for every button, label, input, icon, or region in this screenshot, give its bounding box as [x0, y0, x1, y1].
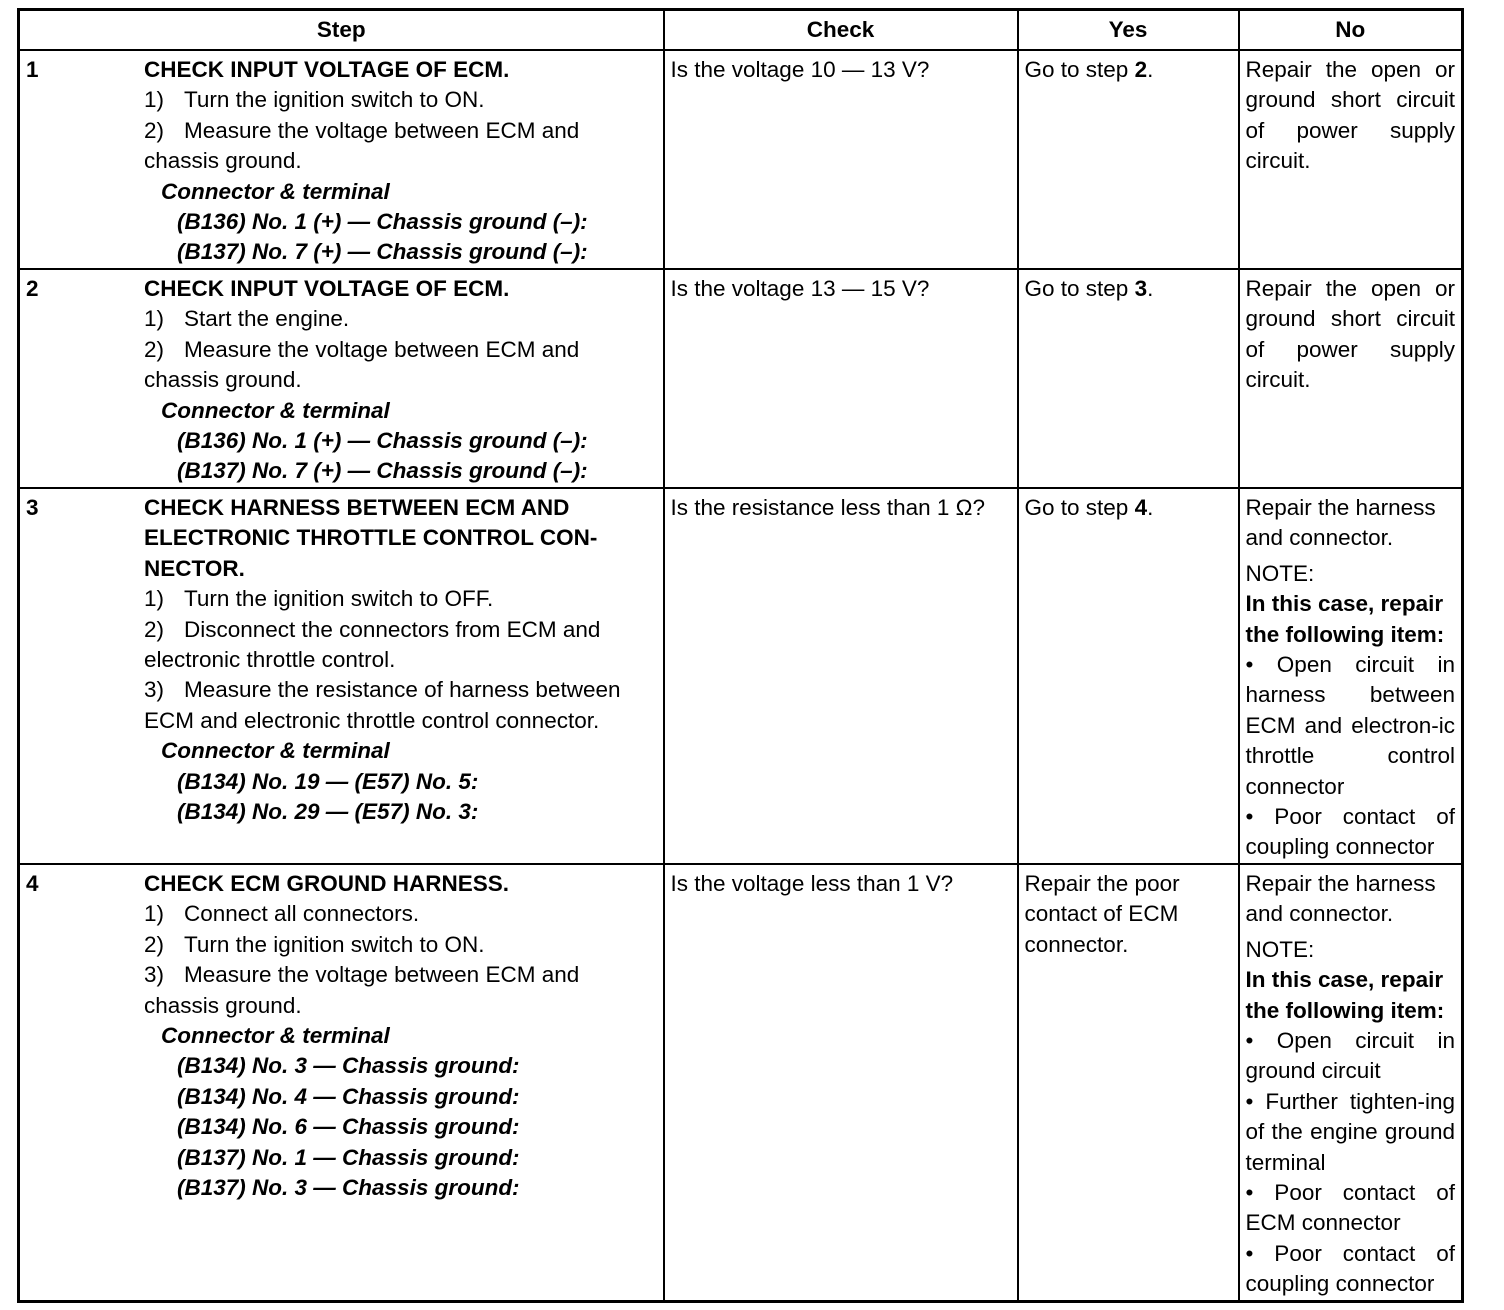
yes-cell: Go to step 4.	[1018, 488, 1239, 864]
header-row	[19, 10, 1463, 51]
no-cell: Repair the open or ground short circuit of power supply circuit.	[1239, 50, 1463, 269]
connector-terminal-label: Connector & terminal	[161, 397, 390, 423]
header-step: Step	[19, 10, 664, 51]
note-item: • Further tighten-ing of the engine ground terminal	[1245, 1088, 1455, 1175]
no-cell: Repair the open or ground short circuit of power supply circuit.	[1239, 269, 1463, 488]
header-yes: Yes	[1018, 10, 1239, 51]
step-cell	[19, 50, 664, 269]
table-row	[19, 488, 1463, 864]
step-cell	[19, 269, 664, 488]
note-label: NOTE:	[1245, 936, 1315, 962]
note-item: • Open circuit in ground circuit	[1245, 1027, 1455, 1084]
note-text: In this case, repair the following item:	[1245, 967, 1445, 1023]
instruction: 2) Measure the voltage between ECM and chassis ground.	[144, 336, 580, 393]
terminal-spec: (B137) No. 1 — Chassis ground:	[177, 1144, 520, 1170]
step-title: CHECK HARNESS BETWEEN ECM AND ELECTRONIC THROTTLE CONTROL CON-NECTOR.	[144, 495, 598, 581]
note-label: NOTE:	[1245, 560, 1315, 586]
instruction: 2) Disconnect the connectors from ECM and electronic throttle control.	[144, 616, 601, 673]
check-cell: Is the resistance less than 1 Ω?	[664, 488, 1018, 864]
diagnostic-table	[17, 8, 1464, 1303]
instruction: 1) Start the engine.	[144, 306, 350, 332]
instruction: 1) Turn the ignition switch to ON.	[144, 87, 485, 113]
terminal-spec: (B134) No. 19 — (E57) No. 5:	[177, 768, 479, 794]
connector-terminal-label: Connector & terminal	[161, 738, 390, 764]
check-cell: Is the voltage less than 1 V?	[664, 864, 1018, 1301]
instruction: 1) Connect all connectors.	[144, 901, 420, 927]
terminal-spec: (B134) No. 4 — Chassis ground:	[177, 1083, 520, 1109]
step-title: CHECK ECM GROUND HARNESS.	[144, 870, 510, 896]
terminal-spec: (B134) No. 3 — Chassis ground:	[177, 1053, 520, 1079]
note-item: • Poor contact of coupling connector	[1245, 1240, 1455, 1297]
step-title: CHECK INPUT VOLTAGE OF ECM.	[144, 57, 510, 82]
yes-cell: Repair the poor contact of ECM connector.	[1018, 864, 1239, 1301]
note-item: • Poor contact of ECM connector	[1245, 1179, 1455, 1236]
connector-terminal-label: Connector & terminal	[161, 178, 390, 204]
no-cell: Repair the harness and connector. NOTE: In this case, repair the following item: • Open circuit in ground circuit • Further tighten-ing of the engine ground terminal • Poor contact of ECM connector • Poor contact of coupling connector	[1239, 864, 1463, 1301]
table-row	[19, 269, 1463, 488]
connector-terminal-label: Connector & terminal	[161, 1022, 390, 1048]
yes-cell: Go to step 3.	[1018, 269, 1239, 488]
header-check: Check	[664, 10, 1018, 51]
check-cell: Is the voltage 10 — 13 V?	[664, 50, 1018, 269]
note-item: • Open circuit in harness between ECM and electron-ic throttle control connector	[1245, 652, 1455, 799]
step-number: 3	[26, 495, 39, 520]
instruction: 1) Turn the ignition switch to OFF.	[144, 586, 494, 612]
yes-cell: Go to step 2.	[1018, 50, 1239, 269]
no-cell: Repair the harness and connector. NOTE: In this case, repair the following item: • Open circuit in harness between ECM and electron-ic throttle control connector • Poor contact of coupling connector	[1239, 488, 1463, 864]
instruction: 3) Measure the voltage between ECM and chassis ground.	[144, 962, 580, 1018]
terminal-spec: (B136) No. 1 (+) — Chassis ground (–):	[177, 428, 588, 454]
terminal-spec: (B134) No. 6 — Chassis ground:	[177, 1114, 520, 1140]
instruction: 2) Measure the voltage between ECM and chassis ground.	[144, 117, 580, 174]
step-cell	[19, 864, 664, 1301]
terminal-spec: (B136) No. 1 (+) — Chassis ground (–):	[177, 209, 588, 235]
table-row	[19, 50, 1463, 269]
step-number: 1	[26, 57, 39, 82]
check-cell: Is the voltage 13 — 15 V?	[664, 269, 1018, 488]
note-text: In this case, repair the following item:	[1245, 591, 1445, 647]
step-number: 4	[26, 870, 39, 896]
terminal-spec: (B137) No. 3 — Chassis ground:	[177, 1174, 520, 1200]
step-number: 2	[26, 276, 39, 301]
instruction: 3) Measure the resistance of harness between ECM and electronic throttle control connector.	[144, 677, 621, 733]
instruction: 2) Turn the ignition switch to ON.	[144, 931, 485, 957]
terminal-spec: (B134) No. 29 — (E57) No. 3:	[177, 799, 479, 825]
table-row	[19, 864, 1463, 1301]
step-cell	[19, 488, 664, 864]
header-no: No	[1239, 10, 1463, 51]
step-title: CHECK INPUT VOLTAGE OF ECM.	[144, 276, 510, 301]
note-item: • Poor contact of coupling connector	[1245, 804, 1455, 860]
terminal-spec: (B137) No. 7 (+) — Chassis ground (–):	[177, 458, 588, 484]
terminal-spec: (B137) No. 7 (+) — Chassis ground (–):	[177, 239, 588, 265]
